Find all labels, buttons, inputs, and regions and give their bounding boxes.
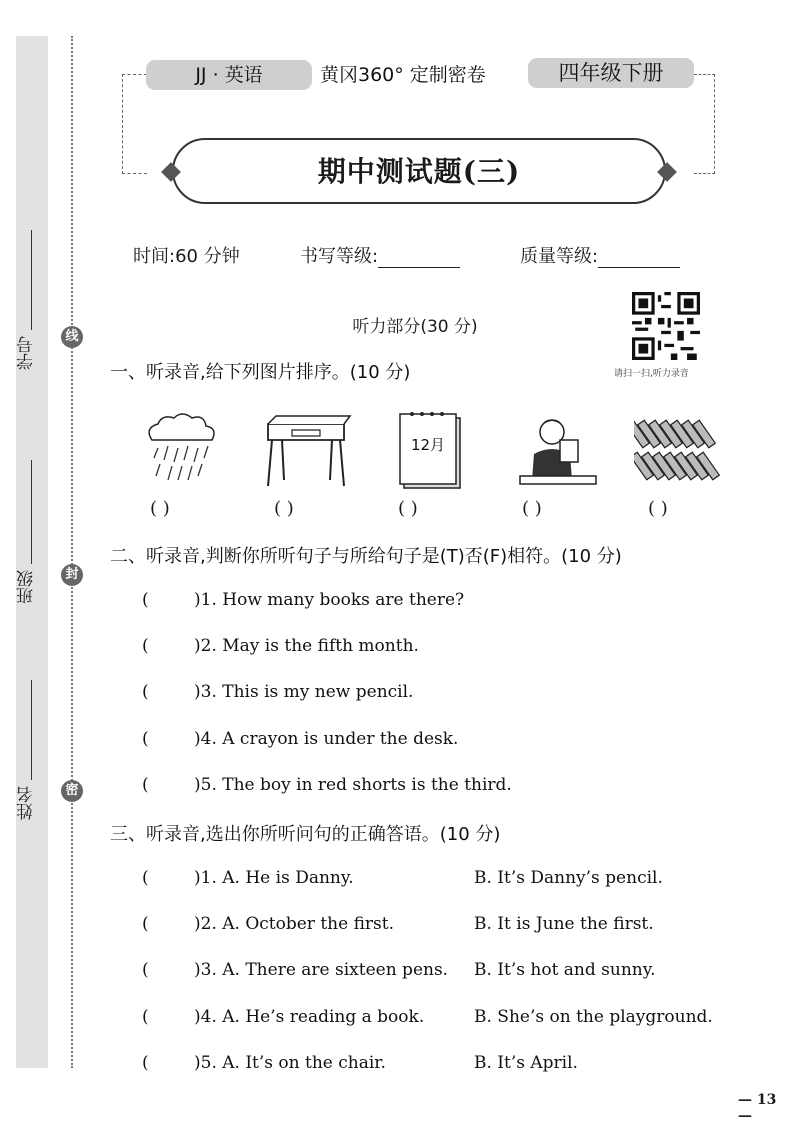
time-info: 时间:60 分钟 — [133, 246, 240, 267]
header-bracket-right — [694, 74, 715, 174]
calendar-icon — [390, 410, 480, 490]
class-line — [31, 460, 32, 564]
picture-answer-4[interactable]: ( ) — [522, 498, 542, 519]
writing-grade — [300, 242, 460, 268]
qr-code-icon[interactable] — [632, 292, 700, 360]
seal-mi: 密 — [61, 780, 83, 802]
section2-title: 二、听录音,判断你所听句子与所给句子是(T)否(F)相符。(10 分) — [110, 546, 622, 567]
picture-answer-2[interactable]: ( ) — [274, 498, 294, 519]
writing-grade-blank[interactable] — [378, 247, 460, 268]
quality-grade — [520, 242, 680, 268]
choice-item-4[interactable]: ( )4. A. He’s reading a book. — [142, 1007, 425, 1027]
name-line — [31, 680, 32, 780]
qr-caption: 请扫一扫,听力录音 — [614, 369, 689, 379]
writing-grade-label: 书写等级: — [300, 246, 379, 267]
grade-pill: 四年级下册 — [528, 58, 694, 88]
choice-item-1[interactable]: ( )1. A. He is Danny. — [142, 868, 354, 888]
student-number-label: 学号 — [17, 336, 37, 370]
class-label: 班级 — [17, 570, 37, 604]
name-label: 姓名 — [17, 786, 37, 820]
tf-item-2[interactable]: ( )2. May is the fifth month. — [142, 636, 419, 656]
seal-line: 线 — [61, 326, 83, 348]
choice-item-3[interactable]: ( )3. A. There are sixteen pens. — [142, 960, 449, 980]
subject-pill: JJ · 英语 — [146, 60, 312, 90]
choice-item-3-option-b: B. It’s hot and sunny. — [474, 960, 656, 980]
calendar-text: 12月 — [410, 436, 446, 454]
section3-title: 三、听录音,选出你所听问句的正确答语。(10 分) — [110, 824, 501, 845]
picture-answer-5[interactable]: ( ) — [648, 498, 668, 519]
choice-item-2[interactable]: ( )2. A. October the first. — [142, 914, 395, 934]
choice-item-1-option-b: B. It’s Danny’s pencil. — [474, 868, 663, 888]
page-title: 期中测试题(三) — [317, 155, 521, 188]
listening-heading: 听力部分(30 分) — [352, 317, 478, 337]
choice-item-2-option-b: B. It is June the first. — [474, 914, 654, 934]
choice-item-5-option-b: B. It’s April. — [474, 1053, 578, 1073]
page-number: — 13 — — [738, 1092, 777, 1124]
picture-answer-3[interactable]: ( ) — [398, 498, 418, 519]
tf-item-3[interactable]: ( )3. This is my new pencil. — [142, 682, 414, 702]
section1-title: 一、听录音,给下列图片排序。(10 分) — [110, 362, 411, 383]
student-number-line — [31, 230, 32, 330]
choice-item-5[interactable]: ( )5. A. It’s on the chair. — [142, 1053, 386, 1073]
cut-line — [71, 36, 73, 1068]
binding-strip — [16, 36, 48, 1068]
choice-item-4-option-b: B. She’s on the playground. — [474, 1007, 713, 1027]
picture-answer-1[interactable]: ( ) — [150, 498, 170, 519]
tf-item-4[interactable]: ( )4. A crayon is under the desk. — [142, 729, 459, 749]
boy-reading-icon — [512, 410, 602, 490]
quality-grade-blank[interactable] — [598, 247, 680, 268]
seal-feng: 封 — [61, 564, 83, 586]
brand-text: 黄冈360° 定制密卷 — [320, 64, 486, 86]
header-bracket-left — [122, 74, 147, 174]
tf-item-5[interactable]: ( )5. The boy in red shorts is the third. — [142, 775, 512, 795]
tf-item-1[interactable]: ( )1. How many books are there? — [142, 590, 465, 610]
desk-icon — [262, 410, 352, 490]
rain-cloud-icon — [140, 410, 230, 490]
pencils-icon — [634, 410, 724, 490]
quality-grade-label: 质量等级: — [520, 246, 599, 267]
